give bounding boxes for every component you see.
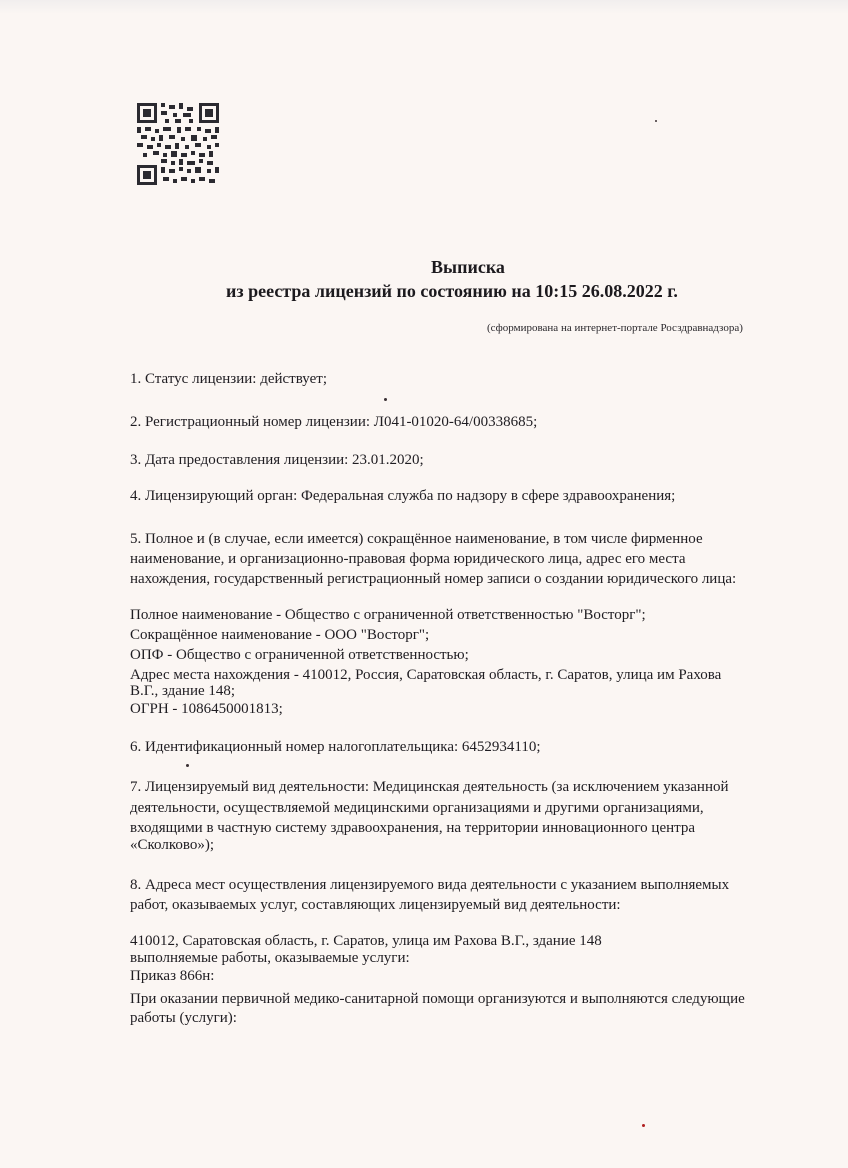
document-subtitle: из реестра лицензий по состоянию на 10:15 26.08.2022 г. — [226, 281, 678, 301]
taxpayer-id: 6. Идентификационный номер налогоплательщика: 6452934110; — [130, 739, 541, 755]
activity-line: 7. Лицензируемый вид деятельности: Медицинская деятельность (за исключением указанной — [130, 779, 729, 795]
org-ogrn: ОГРН - 1086450001813; — [130, 701, 283, 717]
scan-speck — [384, 398, 387, 401]
licensing-authority: 4. Лицензирующий орган: Федеральная служба по надзору в сфере здравоохранения; — [130, 488, 676, 504]
places-heading-line: работ, оказываемых услуг, составляющих лицензируемый вид деятельности: — [130, 897, 621, 913]
org-address: Адрес места нахождения - 410012, Россия, Саратовская область, г. Саратов, улица им Рахова — [130, 667, 722, 683]
activity-line: деятельности, осуществляемой медицинскими организациями и другими организациями, — [130, 800, 704, 816]
scan-speck — [186, 764, 189, 767]
activity-line: «Сколково»); — [130, 837, 214, 853]
document-title: Выписка — [431, 257, 505, 277]
scan-speck — [655, 120, 657, 122]
org-short-name: Сокращённое наименование - ООО "Восторг"; — [130, 627, 430, 643]
scan-speck — [642, 1124, 645, 1127]
org-opf: ОПФ - Общество с ограниченной ответственностью; — [130, 647, 469, 663]
license-issue-date: 3. Дата предоставления лицензии: 23.01.2020; — [130, 452, 424, 468]
place-address: 410012, Саратовская область, г. Саратов, улица им Рахова В.Г., здание 148 — [130, 933, 602, 949]
scan-edge — [0, 0, 848, 14]
names-heading-line: 5. Полное и (в случае, если имеется) сокращённое наименование, в том числе фирменное — [130, 531, 703, 547]
place-works: работы (услуги): — [130, 1010, 237, 1026]
qr-code — [137, 103, 219, 185]
org-address-cont: В.Г., здание 148; — [130, 683, 236, 699]
place-primary-care: При оказании первичной медико-санитарной помощи организуются и выполняются следующие — [130, 991, 745, 1007]
license-reg-number: 2. Регистрационный номер лицензии: Л041-01020-64/00338685; — [130, 414, 538, 430]
place-order: Приказ 866н: — [130, 968, 215, 984]
places-heading-line: 8. Адреса мест осуществления лицензируемого вида деятельности с указанием выполняемых — [130, 877, 730, 893]
place-works-label: выполняемые работы, оказываемые услуги: — [130, 950, 410, 966]
names-heading-line: наименование, и организационно-правовая форма юридического лица, адрес его места — [130, 551, 686, 567]
source-note: (сформирована на интернет-портале Росздравнадзора) — [487, 322, 743, 334]
names-heading-line: нахождения, государственный регистрационный номер записи о создании юридического лица: — [130, 571, 737, 587]
license-status: 1. Статус лицензии: действует; — [130, 371, 327, 387]
org-full-name: Полное наименование - Общество с ограниченной ответственностью "Восторг"; — [130, 607, 646, 623]
activity-line: входящими в частную систему здравоохранения, на территории инновационного центра — [130, 820, 696, 836]
